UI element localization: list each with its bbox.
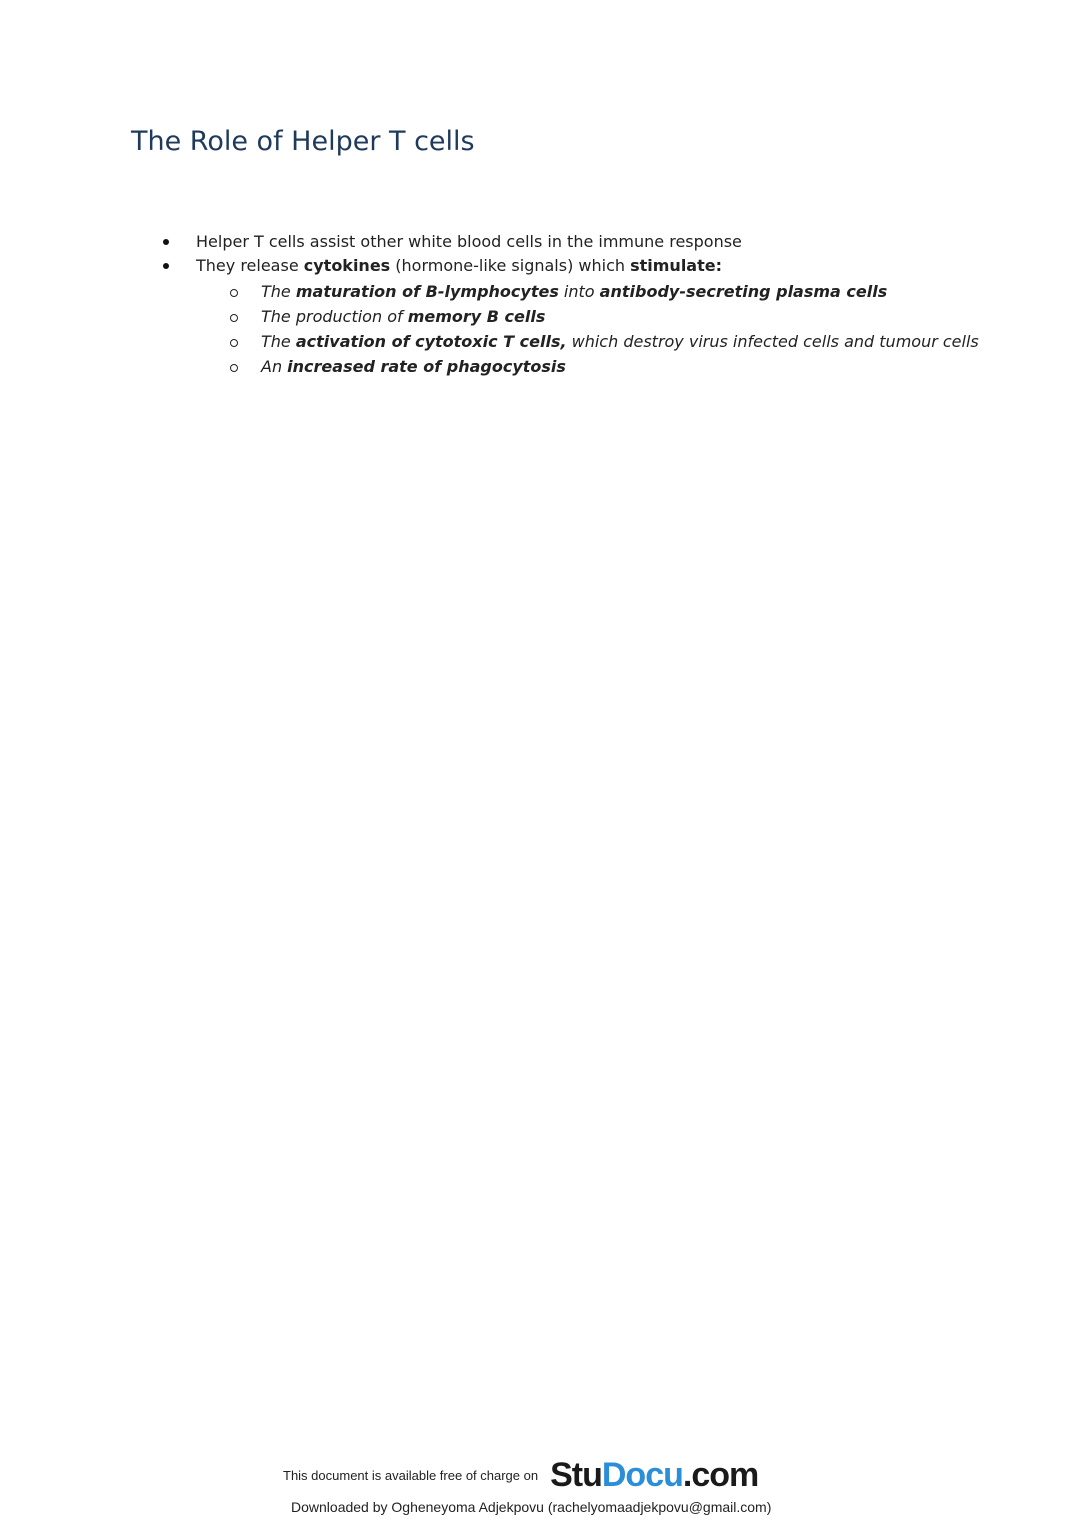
sub-text: which destroy virus infected cells and tumour cells xyxy=(566,332,979,351)
bullet-text: They release xyxy=(196,256,304,275)
bullet-dot-icon xyxy=(163,239,169,245)
bullet-dot-icon xyxy=(163,263,169,269)
circle-bullet-icon xyxy=(230,314,238,322)
sub-text: into xyxy=(558,282,600,301)
bullet-list xyxy=(160,230,742,278)
sub-bullet-item xyxy=(228,304,979,329)
bold-term: memory B cells xyxy=(407,307,546,326)
bold-term: maturation of B-lymphocytes xyxy=(295,282,559,301)
sub-text: The xyxy=(261,282,296,301)
sub-bullet-item xyxy=(228,329,979,354)
sub-bullet-list xyxy=(228,279,979,379)
circle-bullet-icon xyxy=(230,339,238,347)
bullet-text: Helper T cells assist other white blood cells in the immune response xyxy=(196,232,742,251)
logo-part-stu: Stu xyxy=(550,1455,602,1494)
bullet-item xyxy=(160,254,742,278)
logo-part-com: .com xyxy=(682,1455,759,1494)
logo-part-docu: Docu xyxy=(601,1455,683,1494)
footer-note: This document is available free of charge on xyxy=(283,1467,539,1483)
bold-term: cytokines xyxy=(303,256,391,275)
sub-bullet-item xyxy=(228,354,979,379)
bold-term: stimulate: xyxy=(630,256,722,275)
bold-term: activation of cytotoxic T cells, xyxy=(295,332,567,351)
circle-bullet-icon xyxy=(230,289,238,297)
sub-bullet-item xyxy=(228,279,979,304)
bold-term: antibody-secreting plasma cells xyxy=(599,282,888,301)
bullet-item xyxy=(160,230,742,254)
circle-bullet-icon xyxy=(230,364,238,372)
bullet-text: (hormone-like signals) which xyxy=(390,256,631,275)
studocu-logo[interactable] xyxy=(550,1456,758,1495)
page-title: The Role of Helper T cells xyxy=(131,126,475,157)
bold-term: increased rate of phagocytosis xyxy=(287,357,566,376)
footer-availability xyxy=(283,1452,758,1498)
footer-download-info: Downloaded by Ogheneyoma Adjekpovu (rachelyomaadjekpovu@gmail.com) xyxy=(291,1499,772,1515)
sub-text: The xyxy=(261,332,296,351)
sub-text: The production of xyxy=(261,307,408,326)
sub-text: An xyxy=(261,357,288,376)
